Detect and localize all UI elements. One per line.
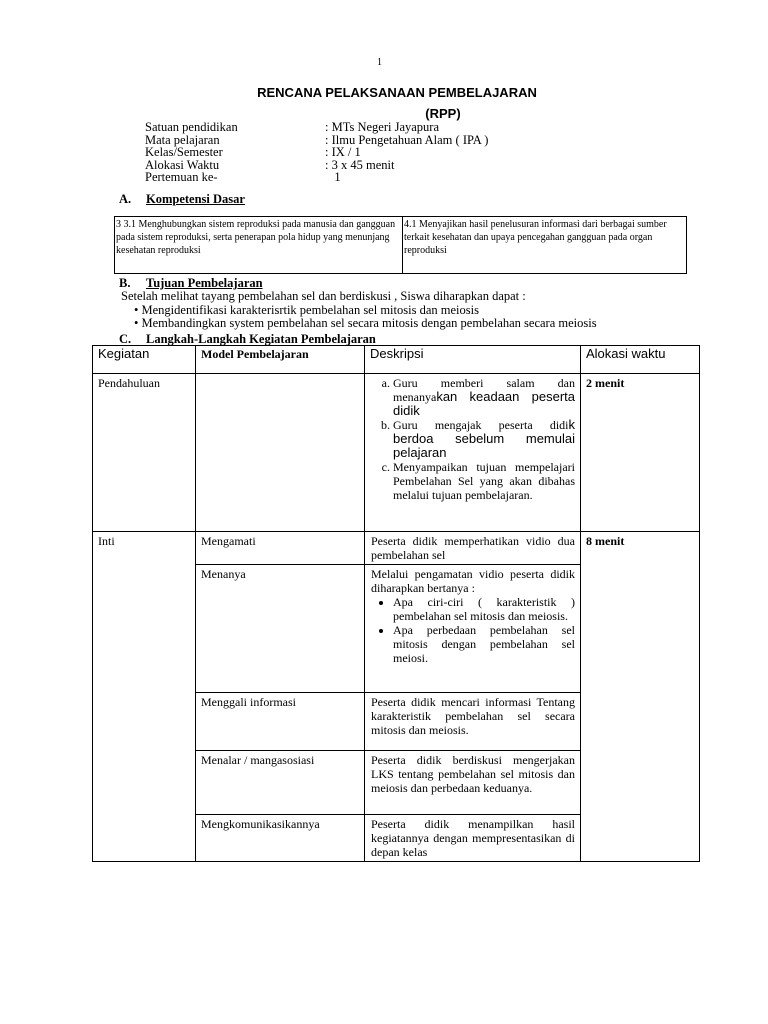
model-cell: Mengkomunikasikannya	[196, 815, 365, 862]
tujuan-item-text: Mengidentifikasi karakterisrtik pembelahan sel mitosis dan meiosis	[141, 302, 479, 317]
table-row	[93, 532, 700, 565]
kegiatan-cell: Inti	[93, 532, 196, 862]
kompetensi-table	[114, 216, 687, 274]
info-label: Mata pelajaran	[145, 132, 220, 147]
header-model: Model Pembelajaran	[196, 346, 365, 374]
kompetensi-right: 4.1 Menyajikan hasil penelusuran informasi dari berbagai sumber terkait kesehatan dan upaya pencegahan gangguan pada organ reproduksi	[403, 217, 687, 274]
page-title: RENCANA PELAKSANAAN PEMBELAJARAN	[257, 85, 537, 100]
section-letter: C.	[119, 332, 132, 346]
deskripsi-cell: Peserta didik berdiskusi mengerjakan LKS tentang pembelahan sel mitosis dan meiosis dan perbedaan keduanya.	[365, 751, 581, 815]
table-header-row	[93, 346, 700, 374]
kegiatan-table	[92, 345, 700, 862]
info-label: Alokasi Waktu	[145, 157, 220, 172]
tujuan-intro: Setelah melihat tayang pembelahan sel dan berdiskusi , Siswa diharapkan dapat :	[121, 289, 526, 303]
tujuan-item: • Membandingkan system pembelahan sel secara mitosis dengan pembelahan secara meiosis	[134, 316, 597, 330]
info-label: Kelas/Semester	[145, 145, 223, 159]
table-row	[93, 374, 700, 532]
menanya-list	[371, 595, 575, 665]
info-block	[145, 121, 488, 184]
deskripsi-text: Melalui pengamatan vidio peserta didik diharapkan bertanya :	[371, 567, 575, 595]
deskripsi-cell	[365, 374, 581, 532]
list-item: • Apa perbedaan pembelahan sel mitosis dengan pembelahan sel meiosi.	[393, 623, 575, 665]
section-title: Tujuan Pembelajaran	[146, 276, 263, 290]
model-cell: Menanya	[196, 565, 365, 693]
kompetensi-left: 3 3.1 Menghubungkan sistem reproduksi pada manusia dan gangguan pada sistem reproduksi, serta penerapan pola hidup yang menunjang kesehatan reproduksi	[115, 217, 403, 274]
info-row	[145, 171, 488, 184]
model-cell: Mengamati	[196, 532, 365, 565]
list-item: • Apa ciri-ciri ( karakteristik ) pembelahan sel mitosis dan meiosis.	[393, 595, 575, 623]
deskripsi-cell: Peserta didik mencari informasi Tentang karakteristik pembelahan sel secara mitosis dan meiosis.	[365, 693, 581, 751]
info-value: : MTs Negeri Jayapura	[325, 120, 440, 134]
tujuan-block	[121, 290, 597, 331]
waktu-cell: 8 menit	[581, 532, 700, 862]
model-cell: Menalar / mangasosiasi	[196, 751, 365, 815]
section-title: Kompetensi Dasar	[146, 192, 245, 206]
section-letter: B.	[119, 276, 131, 290]
section-a-heading	[119, 192, 245, 207]
list-item: c. Menyampaikan tujuan mempelajari Pembelahan Sel yang akan dibahas melalui tujuan pembelajaran.	[393, 460, 575, 502]
waktu-cell: 2 menit	[581, 374, 700, 532]
page-number: 1	[377, 57, 382, 68]
info-label: Pertemuan ke-	[145, 170, 218, 184]
list-item: a. Guru memberi salam dan menanyakan keadaan peserta didik	[393, 376, 575, 418]
info-value: : Ilmu Pengetahuan Alam ( IPA )	[325, 132, 489, 147]
deskripsi-cell	[365, 565, 581, 693]
pendahuluan-list	[371, 376, 575, 502]
info-row	[145, 121, 488, 134]
section-title: Langkah-Langkah Kegiatan Pembelajaran	[146, 332, 376, 346]
header-kegiatan: Kegiatan	[93, 346, 196, 374]
kegiatan-cell: Pendahuluan	[93, 374, 196, 532]
info-label: Satuan pendidikan	[145, 120, 238, 134]
header-waktu: Alokasi waktu	[581, 346, 700, 374]
section-letter: A.	[119, 192, 132, 206]
deskripsi-cell: Peserta didik memperhatikan vidio dua pembelahan sel	[365, 532, 581, 565]
tujuan-item-text: Membandingkan system pembelahan sel secara mitosis dengan pembelahan secara meiosis	[141, 316, 597, 330]
deskripsi-cell: Peserta didik menampilkan hasil kegiatannya dengan mempresentasikan di depan kelas	[365, 815, 581, 862]
info-value: : 3 x 45 menit	[325, 157, 395, 172]
info-row	[145, 146, 488, 159]
list-item: b. Guru mengajak peserta didik berdoa sebelum memulai pelajaran	[393, 418, 575, 460]
model-cell: Menggali informasi	[196, 693, 365, 751]
model-cell	[196, 374, 365, 532]
header-deskripsi: Deskripsi	[365, 346, 581, 374]
info-value: : IX / 1	[325, 145, 361, 159]
tujuan-item: • Mengidentifikasi karakterisrtik pembelahan sel mitosis dan meiosis	[134, 302, 479, 317]
info-value: 1	[325, 170, 341, 184]
page-subtitle: (RPP)	[425, 106, 461, 121]
